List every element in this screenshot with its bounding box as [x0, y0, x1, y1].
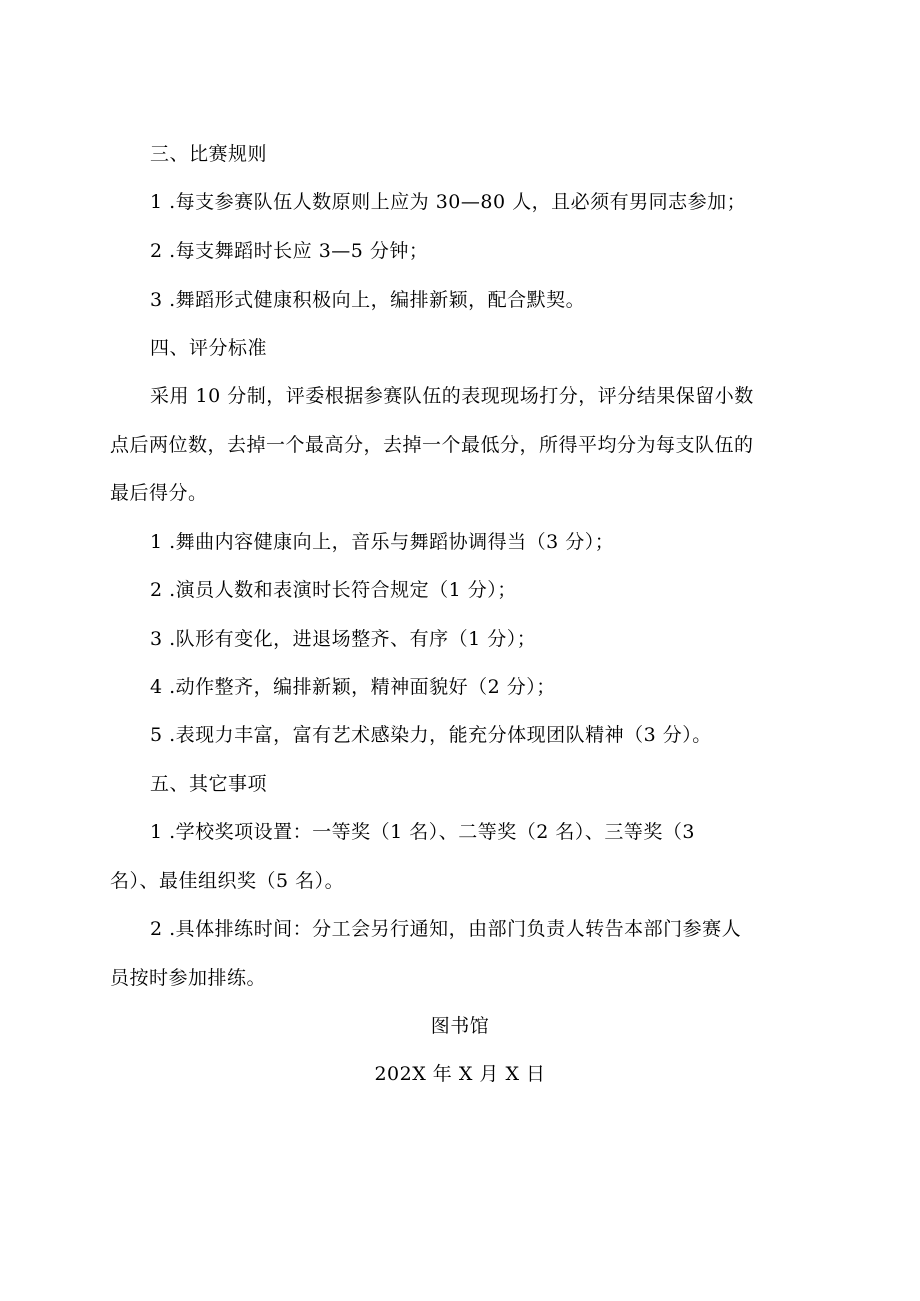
criteria-item-2: 2 .演员人数和表演时长符合规定（1 分）；: [150, 579, 517, 601]
section3-heading: 三、比赛规则: [150, 143, 268, 165]
footer-date: 202X 年 X 月 X 日: [374, 1063, 546, 1085]
other-item-2-line-2: 员按时参加排练。: [110, 967, 267, 989]
criteria-item-5: 5 .表现力丰富，富有艺术感染力，能充分体现团队精神（3 分）。: [150, 724, 712, 746]
section5-heading: 五、其它事项: [150, 773, 268, 795]
rule-item-2: 2 .每支舞蹈时长应 3—5 分钟；: [150, 240, 429, 262]
criteria-item-1: 1 .舞曲内容健康向上，音乐与舞蹈协调得当（3 分）；: [150, 531, 615, 553]
rule-item-1: 1 .每支参赛队伍人数原则上应为 30—80 人，且必须有男同志参加；: [150, 191, 747, 213]
other-item-1-line-2: 名）、最佳组织奖（5 名）。: [110, 870, 345, 892]
section4-heading: 四、评分标准: [150, 337, 268, 359]
criteria-item-4: 4 .动作整齐，编排新颖，精神面貌好（2 分）；: [150, 676, 556, 698]
scoring-intro-line-2: 点后两位数，去掉一个最高分，去掉一个最低分，所得平均分为每支队伍的: [110, 434, 754, 456]
scoring-intro-line-3: 最后得分。: [110, 482, 208, 504]
footer-organization: 图书馆: [430, 1015, 490, 1037]
other-item-2-line-1: 2 .具体排练时间：分工会另行通知，由部门负责人转告本部门参赛人: [150, 918, 742, 940]
criteria-item-3: 3 .队形有变化，进退场整齐、有序（1 分）；: [150, 628, 537, 650]
rule-item-3: 3 .舞蹈形式健康积极向上，编排新颖，配合默契。: [150, 289, 586, 311]
scoring-intro-line-1: 采用 10 分制，评委根据参赛队伍的表现现场打分，评分结果保留小数: [150, 385, 754, 407]
other-item-1-line-1: 1 .学校奖项设置：一等奖（1 名）、二等奖（2 名）、三等奖（3: [150, 821, 696, 843]
